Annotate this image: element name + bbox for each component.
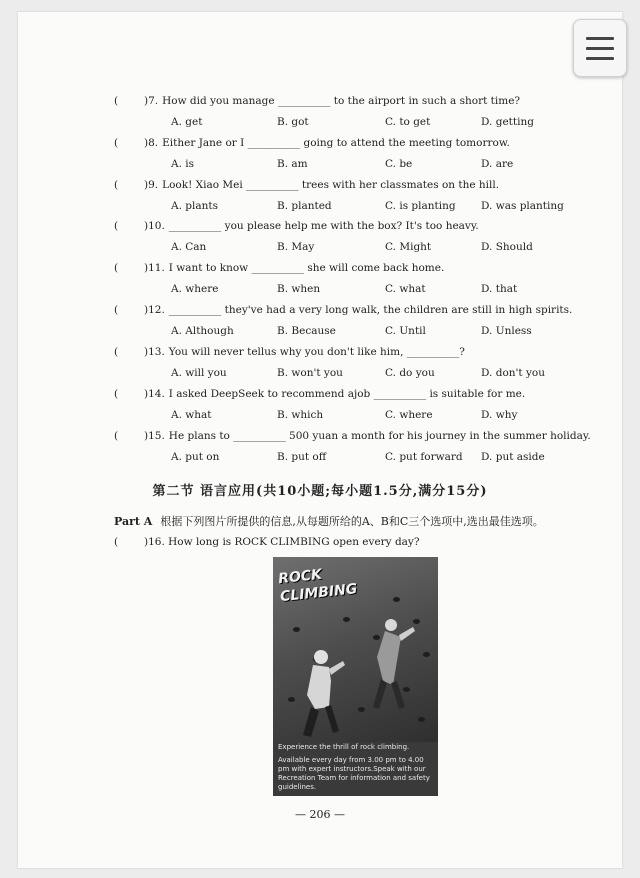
- option-b: B. which: [277, 409, 324, 421]
- question-number: )9.: [144, 179, 159, 191]
- question-10: [114, 220, 479, 232]
- option-a: A. will you: [171, 367, 227, 379]
- question-number: )16.: [144, 536, 165, 548]
- part-a-text: 根据下列图片所提供的信息,从每题所给的A、B和C三个选项中,选出最佳选项。: [160, 515, 544, 528]
- option-d: D. don't you: [481, 367, 545, 379]
- question-text: Either Jane or I __________ going to attend the meeting tomorrow.: [162, 137, 510, 149]
- option-a: A. what: [171, 409, 212, 421]
- poster-line-1: Experience the thrill of rock climbing.: [278, 743, 410, 751]
- answer-paren[interactable]: (: [114, 137, 119, 149]
- question-text: I want to know __________ she will come back home.: [168, 262, 445, 274]
- question-text: How did you manage __________ to the airport in such a short time?: [162, 95, 521, 107]
- hamburger-icon-bar: [586, 47, 614, 50]
- answer-paren[interactable]: (: [114, 95, 119, 107]
- question-text: __________ you please help me with the box? It's too heavy.: [168, 220, 479, 232]
- option-c: C. Might: [385, 241, 432, 253]
- question-number: )13.: [144, 346, 165, 358]
- question-number: )14.: [144, 388, 165, 400]
- page-number: — 206 —: [295, 808, 345, 821]
- option-d: D. Unless: [481, 325, 532, 337]
- option-c: C. Until: [385, 325, 426, 337]
- part-a-instruction: [114, 513, 544, 529]
- poster-text: [278, 743, 434, 796]
- question-text: How long is ROCK CLIMBING open every day?: [168, 536, 420, 548]
- option-d: D. are: [481, 158, 514, 170]
- option-c: C. to get: [385, 116, 431, 128]
- option-a: A. Although: [171, 325, 234, 337]
- option-d: D. was planting: [481, 200, 564, 212]
- question-text: You will never tellus why you don't like him, __________?: [168, 346, 465, 358]
- question-text: He plans to __________ 500 yuan a month for his journey in the summer holiday.: [168, 430, 591, 442]
- option-d: D. Should: [481, 241, 533, 253]
- option-c: C. where: [385, 409, 433, 421]
- option-a: A. put on: [171, 451, 220, 463]
- question-7: [114, 95, 520, 107]
- menu-button[interactable]: [573, 19, 627, 77]
- option-b: B. got: [277, 116, 309, 128]
- option-a: A. plants: [171, 200, 218, 212]
- question-number: )12.: [144, 304, 165, 316]
- option-d: D. put aside: [481, 451, 545, 463]
- option-a: A. where: [171, 283, 219, 295]
- option-d: D. that: [481, 283, 518, 295]
- option-b: B. Because: [277, 325, 336, 337]
- answer-paren[interactable]: (: [114, 536, 119, 548]
- option-b: B. won't you: [277, 367, 343, 379]
- question-text: I asked DeepSeek to recommend ajob __________ is suitable for me.: [168, 388, 526, 400]
- option-c: C. do you: [385, 367, 435, 379]
- option-b: B. am: [277, 158, 308, 170]
- answer-paren[interactable]: (: [114, 179, 119, 191]
- hamburger-icon: [586, 37, 614, 40]
- question-9: [114, 179, 499, 191]
- question-12: [114, 304, 572, 316]
- question-number: )10.: [144, 220, 165, 232]
- question-13: [114, 346, 465, 358]
- answer-paren[interactable]: (: [114, 388, 119, 400]
- part-a-label: Part A: [114, 515, 153, 528]
- option-d: D. getting: [481, 116, 534, 128]
- question-16: [114, 536, 420, 548]
- option-d: D. why: [481, 409, 518, 421]
- option-b: B. put off: [277, 451, 327, 463]
- question-14: [114, 388, 525, 400]
- option-a: A. Can: [171, 241, 207, 253]
- question-8: [114, 137, 510, 149]
- question-number: )8.: [144, 137, 159, 149]
- option-c: C. put forward: [385, 451, 463, 463]
- question-text: __________ they've had a very long walk, the children are still in high spirits.: [168, 304, 573, 316]
- answer-paren[interactable]: (: [114, 304, 119, 316]
- option-b: B. when: [277, 283, 321, 295]
- poster-line-2: Available every day from 3.00 pm to 4.00 pm with expert instructors.Speak with our Recreation Team for information and safety guidelines.: [278, 756, 430, 791]
- hamburger-icon-bar: [586, 57, 614, 60]
- option-b: B. May: [277, 241, 315, 253]
- rock-climbing-poster: [273, 557, 438, 796]
- poster-title-line1: ROCK: [277, 566, 323, 588]
- climbing-wall-image: [273, 557, 438, 742]
- question-number: )7.: [144, 95, 159, 107]
- answer-paren[interactable]: (: [114, 346, 119, 358]
- option-c: C. is planting: [385, 200, 456, 212]
- question-text: Look! Xiao Mei __________ trees with her classmates on the hill.: [162, 179, 500, 191]
- question-number: )11.: [144, 262, 165, 274]
- section-title: 第二节 语言应用(共10小题;每小题1.5分,满分15分): [152, 484, 488, 499]
- answer-paren[interactable]: (: [114, 220, 119, 232]
- question-11: [114, 262, 444, 274]
- question-number: )15.: [144, 430, 165, 442]
- answer-paren[interactable]: (: [114, 430, 119, 442]
- option-c: C. be: [385, 158, 413, 170]
- option-a: A. is: [171, 158, 195, 170]
- question-15: [114, 430, 591, 442]
- poster-title-line2: CLIMBING: [279, 581, 359, 606]
- answer-paren[interactable]: (: [114, 262, 119, 274]
- option-c: C. what: [385, 283, 426, 295]
- option-a: A. get: [171, 116, 203, 128]
- option-b: B. planted: [277, 200, 332, 212]
